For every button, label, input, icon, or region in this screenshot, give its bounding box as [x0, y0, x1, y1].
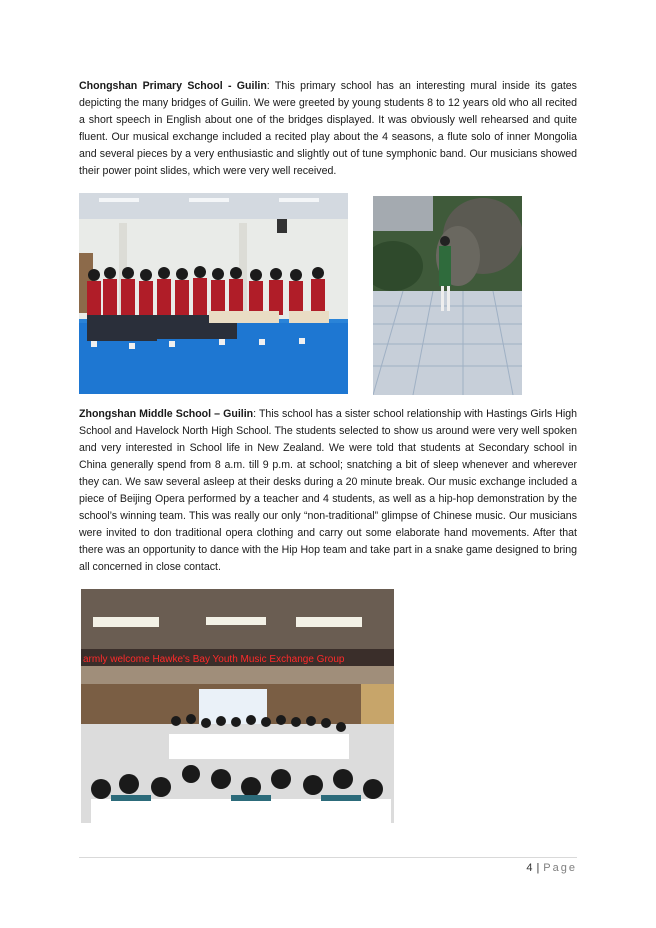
photo-group-welcome-hall	[81, 589, 394, 823]
photo-students-red-uniforms	[79, 193, 348, 394]
page-number: 4	[526, 862, 533, 874]
body-zhongshan: : This school has a sister school relationship with Hastings Girls High School and Havelock North High School. The students selected to show us around were very well spoken and very interested in School life in New Zealand. We were told that students at Secondary school in China generally spend from 8 a.m. till 9 p.m. at school; snatching a bit of sleep whenever and wherever they can. We saw several asleep at their desks during a 20 minute break. Our music exchange included a piece of Beijing Opera performed by a teacher and 4 students, as well as a hip-hop demonstration by the school’s winning team. This was really our only “non-traditional” glimpse of Chinese music. Our musicians were invited to don traditional opera clothing and carry out some elaborate hand movements. After that there was an opportunity to dance with the Hip Hop team and take part in a snake game designed to bring all concerned in close contact.	[79, 408, 578, 573]
footer-separator: |	[536, 862, 540, 874]
page-footer	[526, 862, 577, 874]
photo-girl-on-tiled-courtyard	[373, 196, 522, 395]
welcome-banner-text: armly welcome Hawke's Bay Youth Music Exchange Group	[83, 654, 345, 665]
page-label: Page	[543, 862, 577, 874]
heading-chongshan: Chongshan Primary School - Guilin	[79, 80, 267, 92]
paragraph-zhongshan	[79, 406, 577, 576]
footer-divider	[79, 857, 577, 858]
heading-zhongshan: Zhongshan Middle School – Guilin	[79, 408, 254, 420]
body-chongshan: : This primary school has an interesting mural inside its gates depicting the many bridges of Guilin. We were greeted by young students 8 to 12 years old who all recited a short speech in English about one of the bridges displayed. It was obviously well rehearsed and quite fluent. Our musical exchange included a recited play about the 4 seasons, a flute solo of inner Mongolia and several pieces by a very enthusiastic and slightly out of tune symphonic band. Our musicians showed their power point slides, which were very well received.	[79, 80, 577, 177]
paragraph-chongshan	[79, 78, 577, 180]
